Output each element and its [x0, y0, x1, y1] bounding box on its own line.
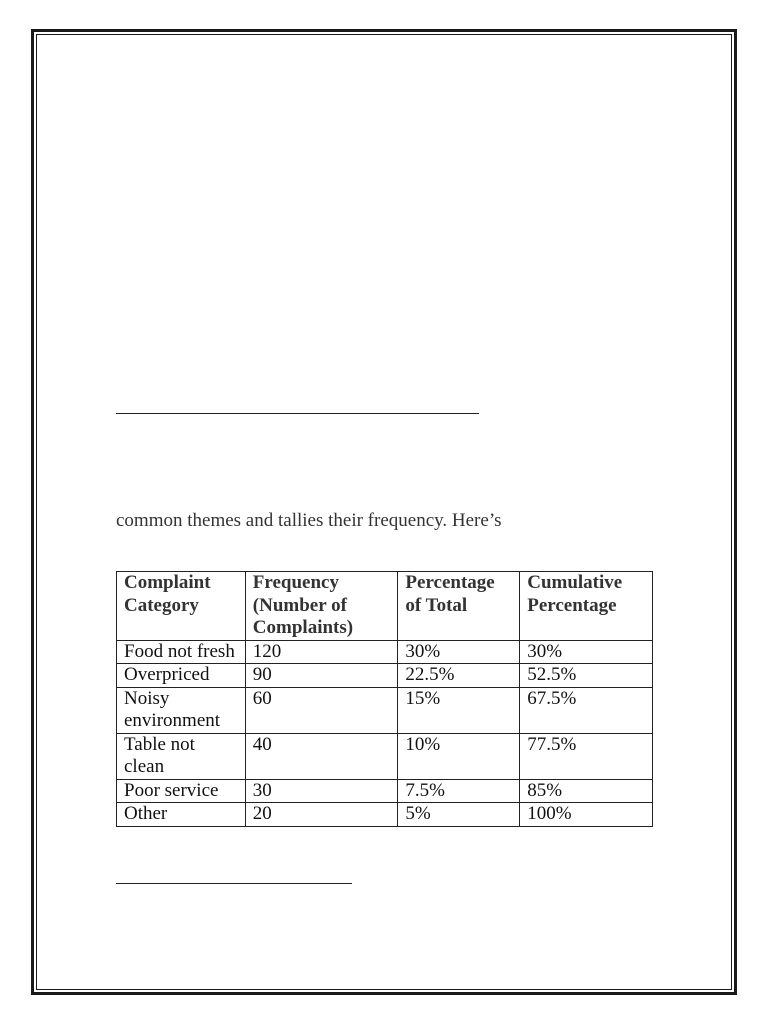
- cell-category: Noisy environment: [117, 687, 246, 733]
- cell-percentage: 10%: [398, 733, 520, 779]
- header-frequency: Frequency (Number of Complaints): [245, 572, 398, 641]
- header-cumulative-percentage: Cumulative Percentage: [520, 572, 653, 641]
- header-percentage-of-total: Percentage of Total: [398, 572, 520, 641]
- cell-percentage: 5%: [398, 803, 520, 827]
- intro-paragraph: common themes and tallies their frequency. Here’s: [116, 510, 502, 531]
- cell-percentage: 22.5%: [398, 664, 520, 688]
- table-row: [117, 640, 653, 664]
- cell-frequency: 40: [245, 733, 398, 779]
- cell-cumulative: 30%: [520, 640, 653, 664]
- cell-category: Food not fresh: [117, 640, 246, 664]
- cell-frequency: 30: [245, 779, 398, 803]
- table-row: [117, 664, 653, 688]
- cell-category: Poor service: [117, 779, 246, 803]
- complaints-table: [116, 571, 653, 827]
- cell-category: Table not clean: [117, 733, 246, 779]
- cell-category: Other: [117, 803, 246, 827]
- header-complaint-category: Complaint Category: [117, 572, 246, 641]
- table-row: [117, 779, 653, 803]
- cell-cumulative: 77.5%: [520, 733, 653, 779]
- cell-cumulative: 52.5%: [520, 664, 653, 688]
- cell-frequency: 60: [245, 687, 398, 733]
- cell-cumulative: 67.5%: [520, 687, 653, 733]
- horizontal-rule-top: [116, 413, 479, 414]
- cell-frequency: 90: [245, 664, 398, 688]
- cell-cumulative: 100%: [520, 803, 653, 827]
- cell-frequency: 20: [245, 803, 398, 827]
- table-row: [117, 687, 653, 733]
- cell-category: Overpriced: [117, 664, 246, 688]
- table-row: [117, 803, 653, 827]
- cell-cumulative: 85%: [520, 779, 653, 803]
- cell-percentage: 15%: [398, 687, 520, 733]
- table-row: [117, 733, 653, 779]
- table-header-row: [117, 572, 653, 641]
- cell-frequency: 120: [245, 640, 398, 664]
- cell-percentage: 30%: [398, 640, 520, 664]
- cell-percentage: 7.5%: [398, 779, 520, 803]
- horizontal-rule-bottom: [116, 883, 352, 884]
